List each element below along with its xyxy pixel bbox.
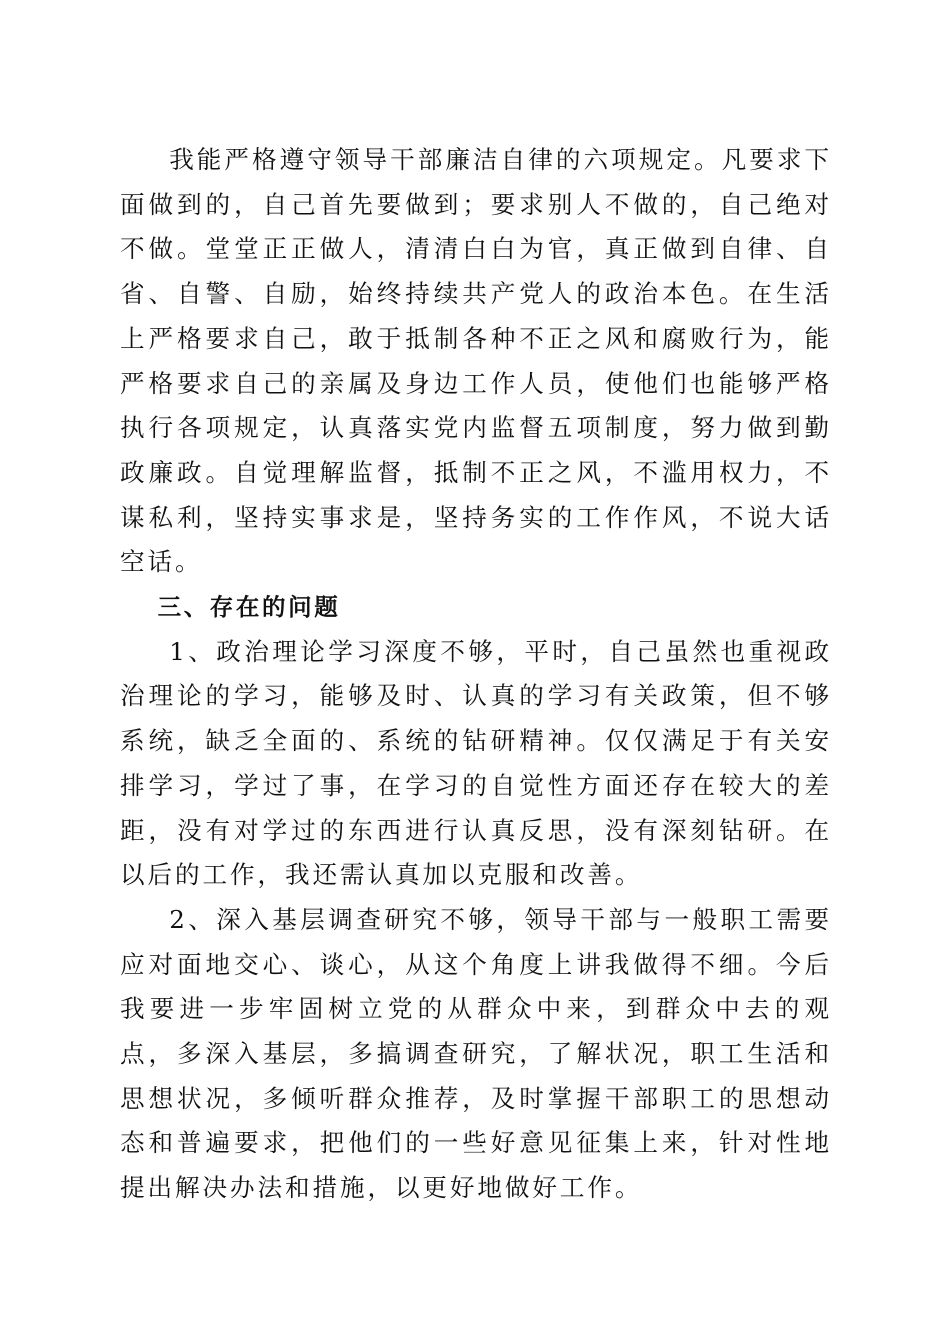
- document-body: [120, 138, 832, 1211]
- paragraph-problem-2: 2、深入基层调查研究不够，领导干部与一般职工需要应对面地交心、谈心，从这个角度上讲我做得不细。今后我要进一步牢固树立党的从群众中来，到群众中去的观点，多深入基层，多搞调查研究，了解状况，职工生活和思想状况，多倾听群众推荐，及时掌握干部职工的思想动态和普遍要求，把他们的一些好意见征集上来，针对性地提出解决办法和措施，以更好地做好工作。: [120, 904, 832, 1203]
- paragraph-integrity: 我能严格遵守领导干部廉洁自律的六项规定。凡要求下面做到的，自己首先要做到；要求别人不做的，自己绝对不做。堂堂正正做人，清清白白为官，真正做到自律、自省、自警、自励，始终持续共产党人的政治本色。在生活上严格要求自己，敢于抵制各种不正之风和腐败行为，能严格要求自己的亲属及身边工作人员，使他们也能够严格执行各项规定，认真落实党内监督五项制度，努力做到勤政廉政。自觉理解监督，抵制不正之风，不滥用权力，不谋私利，坚持实事求是，坚持务实的工作作风，不说大话空话。: [120, 145, 832, 577]
- paragraph-problem-1: 1、政治理论学习深度不够，平时，自己虽然也重视政治理论的学习，能够及时、认真的学习有关政策，但不够系统，缺乏全面的、系统的钻研精神。仅仅满足于有关安排学习，学过了事，在学习的自觉性方面还存在较大的差距，没有对学过的东西进行认真反思，没有深刻钻研。在以后的工作，我还需认真加以克服和改善。: [120, 636, 832, 890]
- section-heading-problems: 三、存在的问题: [157, 593, 341, 622]
